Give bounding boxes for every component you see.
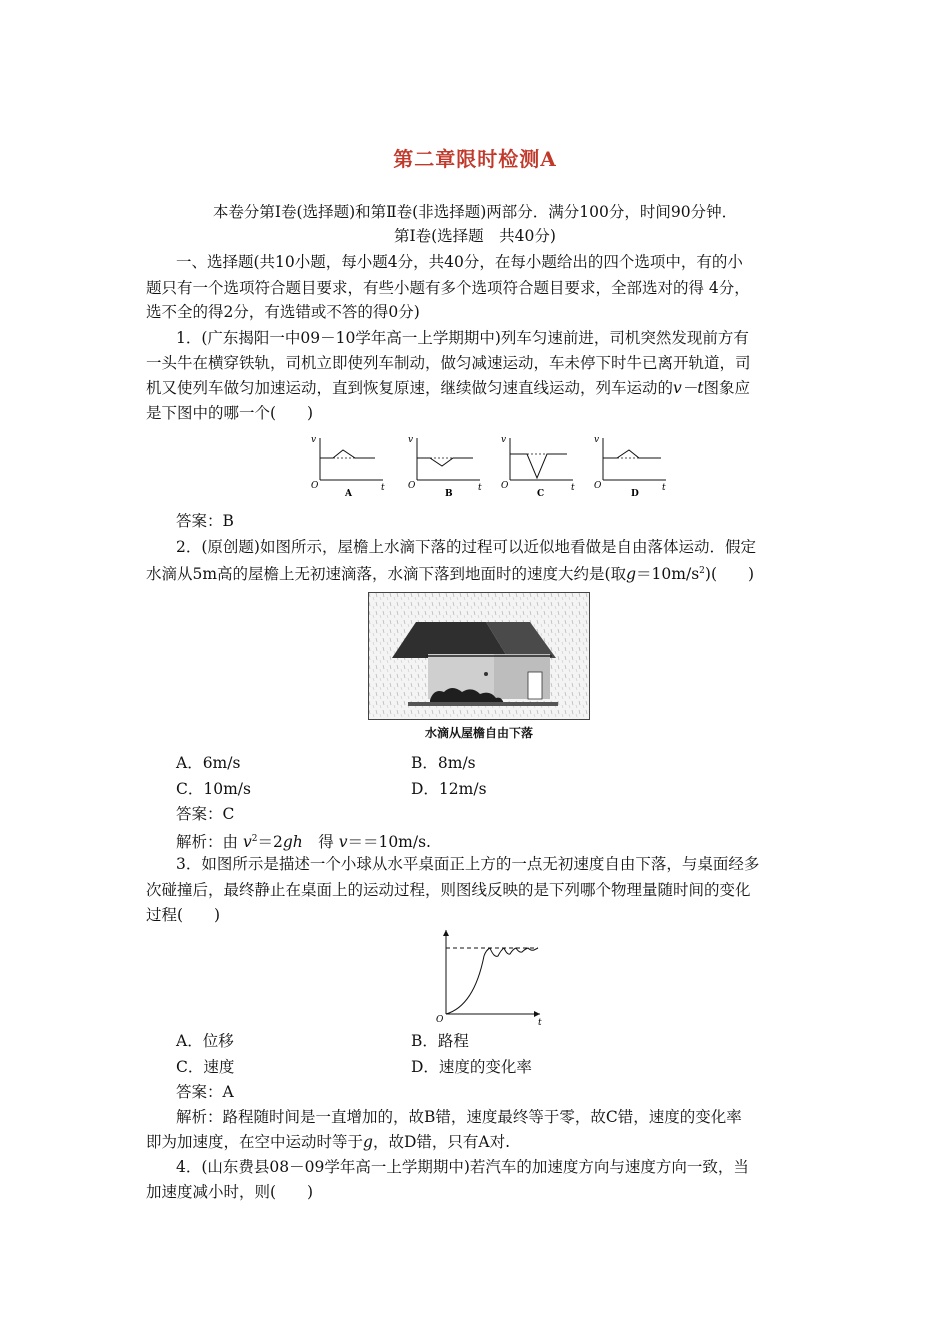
graph-d-t: t <box>662 483 666 493</box>
q2-option-b: B．8m/s <box>411 754 476 772</box>
q3-line-1: 3．如图所示是描述一个小球从水平桌面正上方的一点无初速度自由下落，与桌面经多 <box>176 855 760 873</box>
graph-d <box>594 435 666 499</box>
graph-c-t: t <box>571 483 575 493</box>
q3-option-b: B．路程 <box>411 1032 469 1050</box>
graph-b-v: v <box>408 435 414 445</box>
graph-c-o: O <box>501 481 509 491</box>
q2-line-2: 水滴从5m高的屋檐上无初速滴落，水滴下落到地面时的速度大约是(取$g=10m/s^2$)( ) <box>146 565 755 584</box>
q3-option-d: D．速度的变化率 <box>411 1058 532 1076</box>
q3-origin: O <box>436 1015 444 1025</box>
q3-line-2: 次碰撞后，最终静止在桌面上的运动过程，则图线反映的是下列哪个物理量随时间的变化 <box>146 881 751 899</box>
q1-answer: 答案：B <box>176 512 234 530</box>
graph-a-label: A <box>345 489 352 499</box>
q3-answer: 答案：A <box>176 1083 234 1101</box>
house-caption: 水滴从屋檐自由下落 <box>424 726 533 740</box>
house-rain-illustration <box>368 592 590 720</box>
intro-text: 本卷分第Ⅰ卷(选择题)和第Ⅱ卷(非选择题)两部分．满分100分，时间90分钟． <box>212 203 738 221</box>
q4-line-1: 4．(山东费县08－09学年高一上学期期中)若汽车的加速度方向与速度方向一致，当 <box>176 1158 749 1176</box>
q2-analysis: 解析：由 $v^2=2gh$ 得 v＝＝10m/s. <box>176 833 431 852</box>
q1-line-4: 是下图中的哪一个( ) <box>146 404 314 422</box>
instructions-line-3: 选不全的得2分，有选错或不答的得0分) <box>146 303 420 321</box>
q1-line-3: 机又使列车做匀加速运动，直到恢复原速，继续做匀速直线运动，列车运动的v－t图象应 <box>146 379 751 397</box>
graph-b-o: O <box>408 481 416 491</box>
graph-a-v: v <box>311 435 317 445</box>
section-title: 第Ⅰ卷(选择题 共40分) <box>394 227 556 245</box>
graph-c-v: v <box>501 435 507 445</box>
instructions-line-1: 一、选择题(共10小题，每小题4分，共40分，在每小题给出的四个选项中，有的小 <box>176 253 743 271</box>
q3-graph <box>434 926 546 1026</box>
graph-a <box>311 435 385 499</box>
graph-d-label: D <box>631 489 639 499</box>
q1-line-2: 一头牛在横穿铁轨，司机立即使列车制动，做匀减速运动，车未停下时牛已离开轨道，司 <box>146 354 751 372</box>
q3-option-a: A．位移 <box>176 1032 234 1050</box>
graph-b <box>408 435 482 499</box>
q2-answer: 答案：C <box>176 805 235 823</box>
graph-d-o: O <box>594 481 602 491</box>
q1-line-1: 1．(广东揭阳一中09－10学年高一上学期期中)列车匀速前进，司机突然发现前方有 <box>176 329 749 347</box>
q3-axis-t: t <box>538 1018 542 1026</box>
q3-option-c: C．速度 <box>176 1058 235 1076</box>
q1-vt-graphs <box>305 430 670 500</box>
q3-analysis-line-2: 即为加速度，在空中运动时等于g，故D错，只有A对. <box>146 1133 511 1151</box>
graph-b-t: t <box>478 483 482 493</box>
q2-option-a: A．6m/s <box>176 754 241 772</box>
graph-b-label: B <box>445 489 453 499</box>
q3-line-3: 过程( ) <box>146 906 221 924</box>
q3-analysis-line-1: 解析：路程随时间是一直增加的，故B错，速度最终等于零，故C错，速度的变化率 <box>176 1108 742 1126</box>
q4-line-2: 加速度减小时，则( ) <box>146 1183 314 1201</box>
graph-c <box>501 435 575 499</box>
graph-d-v: v <box>594 435 600 445</box>
instructions-line-2: 题只有一个选项符合题目要求，有些小题有多个选项符合题目要求，全部选对的得 4分， <box>146 279 750 297</box>
q2-option-c: C．10m/s <box>176 780 251 798</box>
q2-option-d: D．12m/s <box>411 780 487 798</box>
graph-a-t: t <box>381 483 385 493</box>
page-title: 第二章限时检测A <box>393 147 557 171</box>
graph-a-o: O <box>311 481 319 491</box>
q2-line-1: 2．(原创题)如图所示，屋檐上水滴下落的过程可以近似地看做是自由落体运动．假定 <box>176 538 756 556</box>
graph-c-label: C <box>537 489 545 499</box>
